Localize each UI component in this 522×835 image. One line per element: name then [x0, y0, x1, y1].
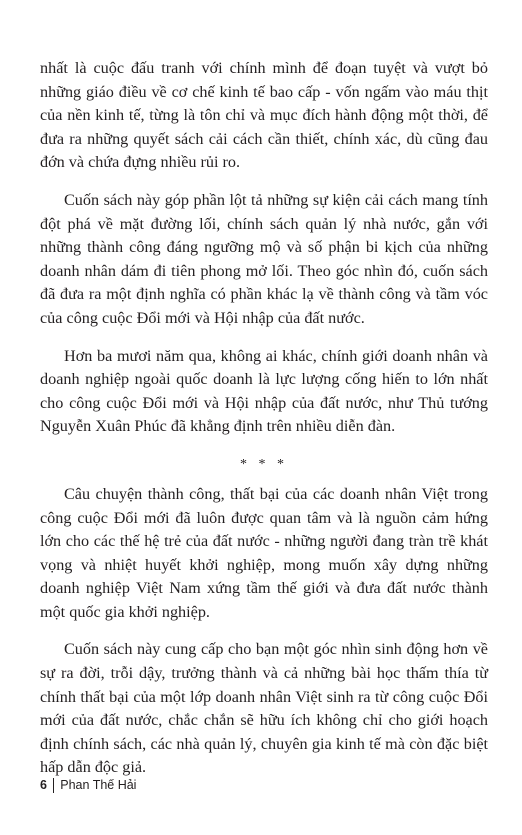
footer-divider [53, 778, 54, 793]
author-name: Phan Thế Hải [60, 778, 137, 792]
section-separator: * * * [240, 456, 288, 472]
paragraph-3: Hơn ba mươi năm qua, không ai khác, chính giới doanh nhân và doanh nghiệp ngoài quốc doanh là lực lượng cống hiến to lớn nhất cho công cuộc Đổi mới và Hội nhập của đất nước, như Thủ tướng Nguyễn Xuân Phúc đã khẳng định trên nhiều diễn đàn. [40, 346, 488, 436]
paragraph-1: nhất là cuộc đấu tranh với chính mình để đoạn tuyệt và vượt bỏ những giáo điều về cơ chế kinh tế bao cấp - vốn ngấm vào máu thịt của nền kinh tế, từng là tôn chỉ và mục đích hành động một thời, để đưa ra những quyết sách cải cách cần thiết, chính xác, dù cũng đau đớn và chứa đựng nhiều rủi ro. [40, 59, 488, 172]
paragraph-5: Cuốn sách này cung cấp cho bạn một góc nhìn sinh động hơn về sự ra đời, trỗi dậy, trưởng thành và cả những bài học thấm thía từ chính thất bại của một lớp doanh nhân Việt sinh ra từ công cuộc Đổi mới của đất nước, chắc chắn sẽ hữu ích không chỉ cho giới hoạch định chính sách, các nhà quản lý, chuyên gia kinh tế mà còn đặc biệt hấp dẫn độc giả. [40, 640, 488, 777]
page-number: 6 [40, 778, 47, 792]
paragraph-4: Câu chuyện thành công, thất bại của các doanh nhân Việt trong công cuộc Đổi mới đã luôn được quan tâm và là nguồn cảm hứng lớn cho các thế hệ trẻ của đất nước - những người đang tràn trề khát vọng và nhiệt huyết khởi nghiệp, mong muốn xây dựng những doanh nghiệp Việt Nam xứng tầm thế giới và đưa đất nước thành một quốc gia khởi nghiệp. [40, 484, 488, 621]
page-footer [40, 776, 136, 794]
paragraph-2: Cuốn sách này góp phần lột tả những sự kiện cải cách mang tính đột phá về mặt đường lối, chính sách quản lý nhà nước, gắn với những thành công đáng ngưỡng mộ và số phận bi kịch của những doanh nhân dám đi tiên phong mở lối. Theo góc nhìn đó, cuốn sách đã đưa ra một định nghĩa có phần khác lạ về thành công và tầm vóc của công cuộc Đổi mới và Hội nhập của đất nước. [40, 190, 488, 327]
page-body [40, 57, 488, 780]
